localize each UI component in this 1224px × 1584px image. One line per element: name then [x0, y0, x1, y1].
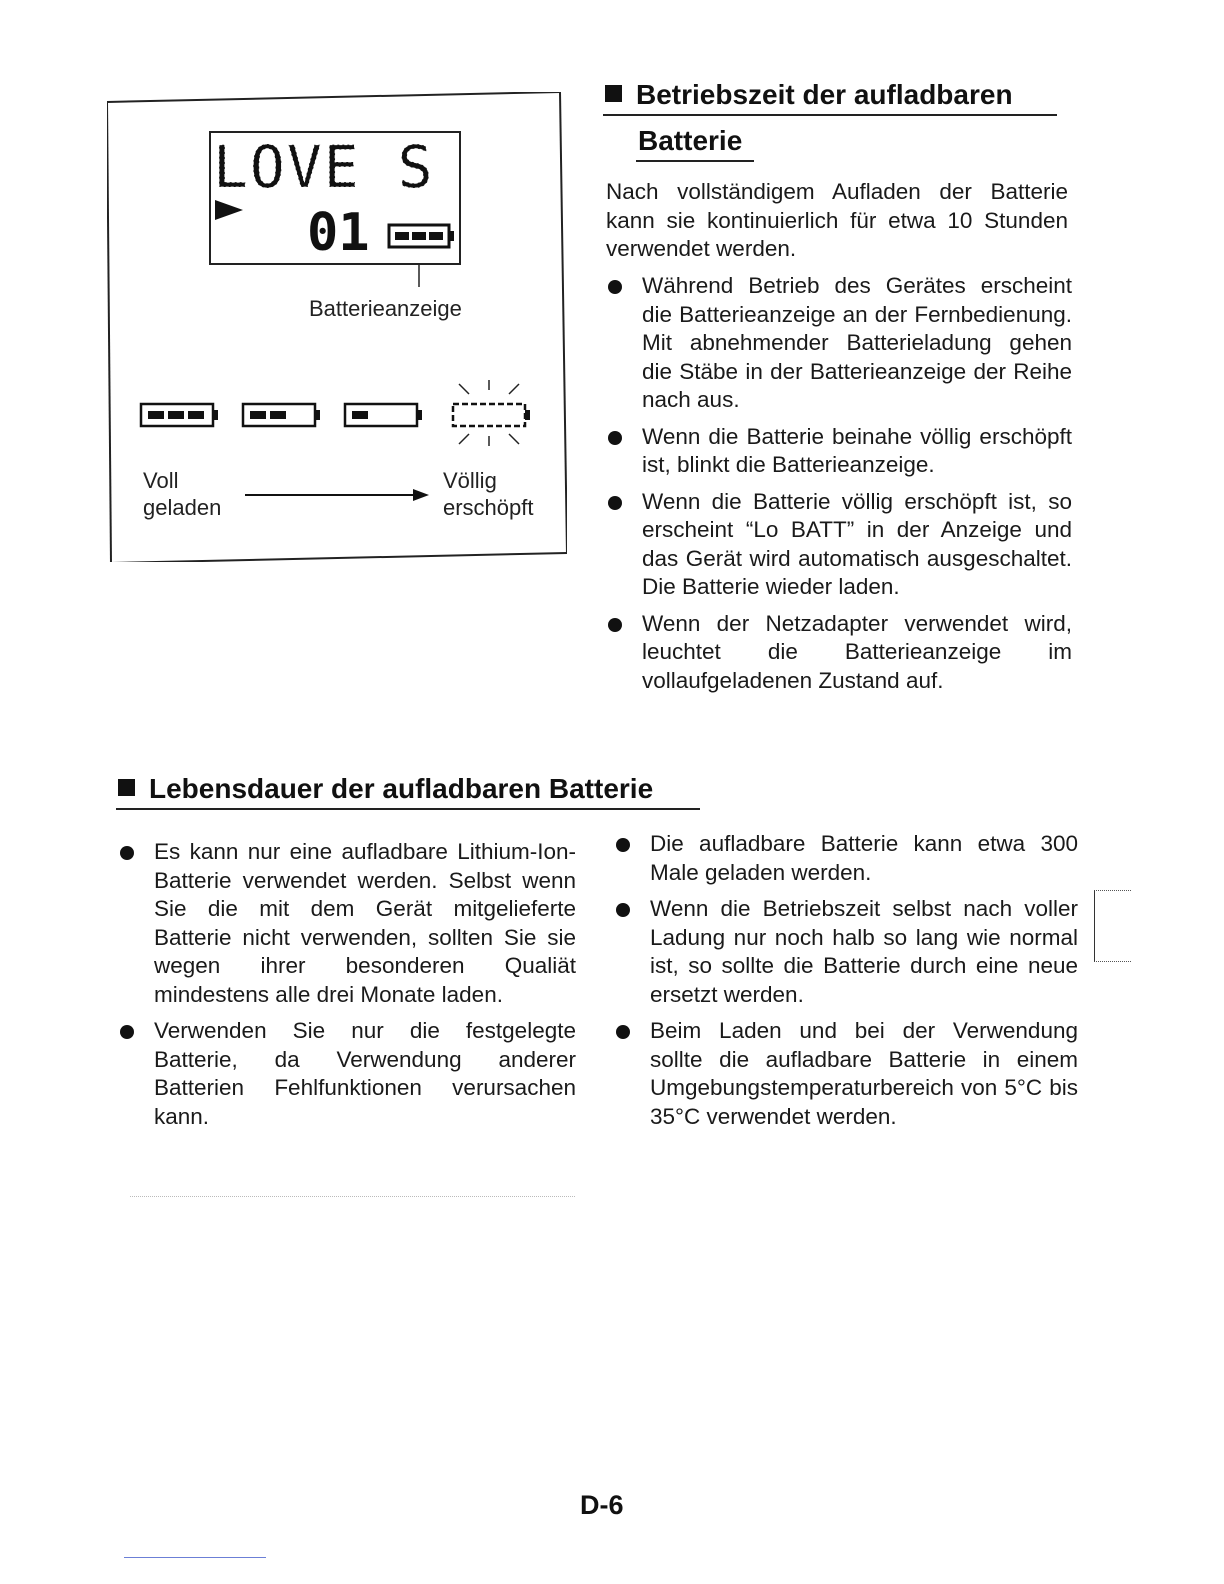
list-item: Wenn die Batterie völlig erschöpft ist, so erscheint “Lo BATT” in der Anzeige und das Gerät wird automatisch ausgeschaltet. Die Batterie wieder laden.	[606, 488, 1072, 602]
bullet-icon	[616, 838, 630, 852]
section2-right-bullet-list	[614, 830, 1078, 1139]
direction-arrow-icon	[245, 489, 429, 501]
list-item: Verwenden Sie nur die festgelegte Batterie, da Verwendung anderer Batterien Fehlfunktionen verursachen kann.	[118, 1017, 576, 1131]
section1-title-line1: Betriebszeit der aufladbaren	[636, 79, 1013, 110]
bullet-icon	[120, 1025, 134, 1039]
full-charged-label: Voll geladen	[143, 468, 222, 520]
blink-rays-icon	[459, 380, 519, 446]
bullet-icon	[616, 1025, 630, 1039]
battery-sequence	[141, 404, 530, 426]
scan-artifact-line	[130, 1196, 575, 1197]
section2-title-text: Lebensdauer der aufladbaren Batterie	[149, 773, 654, 804]
lcd-battery-icon	[389, 225, 454, 247]
section1-title-underline	[603, 114, 1057, 116]
list-item: Die aufladbare Batterie kann etwa 300 Male geladen werden.	[614, 830, 1078, 887]
battery-bar	[250, 411, 266, 419]
battery-indicator-label: Batterieanzeige	[309, 296, 462, 321]
scan-artifact-line-2	[124, 1557, 266, 1558]
section2-left-bullet-list	[118, 838, 576, 1139]
bullet-icon	[608, 496, 622, 510]
list-item: Beim Laden und bei der Verwendung sollte die aufladbare Batterie in einem Umgebungstemperaturbereich von 5°C bis 35°C verwendet werden.	[614, 1017, 1078, 1131]
battery-bar	[352, 411, 368, 419]
battery-bar	[148, 411, 164, 419]
heading-square-icon	[118, 779, 135, 796]
bullet-icon	[616, 903, 630, 917]
battery-level-icon	[243, 404, 320, 426]
section2-title-underline	[116, 808, 700, 810]
section1-title	[605, 76, 1013, 114]
section2-title	[118, 770, 653, 808]
bullet-icon	[120, 846, 134, 860]
list-item: Es kann nur eine aufladbare Lithium-Ion-Batterie verwendet werden. Selbst wenn Sie die mit dem Gerät mitgelieferte Batterie nicht verwenden, sollten Sie sie wegen ihrer besonderen Qualiät mindestens alle drei Monate laden.	[118, 838, 576, 1009]
battery-level-icon	[453, 404, 530, 426]
list-item: Wenn der Netzadapter verwendet wird, leuchtet die Batterieanzeige im vollaufgeladenen Zustand auf.	[606, 610, 1072, 696]
section1-bullet-list	[606, 272, 1072, 703]
battery-bar	[188, 411, 204, 419]
battery-indicator-figure	[107, 92, 567, 562]
lcd-display	[210, 132, 460, 287]
heading-square-icon	[605, 85, 622, 102]
battery-level-icon	[345, 404, 422, 426]
play-icon	[215, 200, 243, 220]
battery-bar	[168, 411, 184, 419]
bullet-icon	[608, 280, 622, 294]
lcd-track-number: 01	[307, 203, 370, 263]
lcd-text-line1: LOVE S	[213, 133, 435, 201]
list-item: Während Betrieb des Gerätes erscheint die Batterieanzeige an der Fernbedienung. Mit abnehmender Batterieladung gehen die Stäbe in der Batterieanzeige der Reihe nach aus.	[606, 272, 1072, 415]
list-item: Wenn die Betriebszeit selbst nach voller Ladung nur noch halb so lang wie normal ist, so sollte die Batterie durch eine neue ersetzt werden.	[614, 895, 1078, 1009]
bullet-icon	[608, 618, 622, 632]
list-item: Wenn die Batterie beinahe völlig erschöpft ist, blinkt die Batterieanzeige.	[606, 423, 1072, 480]
page-number: D-6	[580, 1490, 624, 1520]
section1-title-line2: Batterie	[638, 125, 743, 156]
section-tab-marker	[1094, 890, 1131, 962]
bullet-icon	[608, 431, 622, 445]
fully-depleted-label: Völlig erschöpft	[443, 468, 534, 520]
section1-intro: Nach vollständigem Aufladen der Batterie kann sie kontinuierlich für etwa 10 Stunden verwendet werden.	[606, 179, 1068, 261]
battery-bar	[270, 411, 286, 419]
battery-level-icon	[141, 404, 218, 426]
section1-title-underline-2	[636, 160, 754, 162]
